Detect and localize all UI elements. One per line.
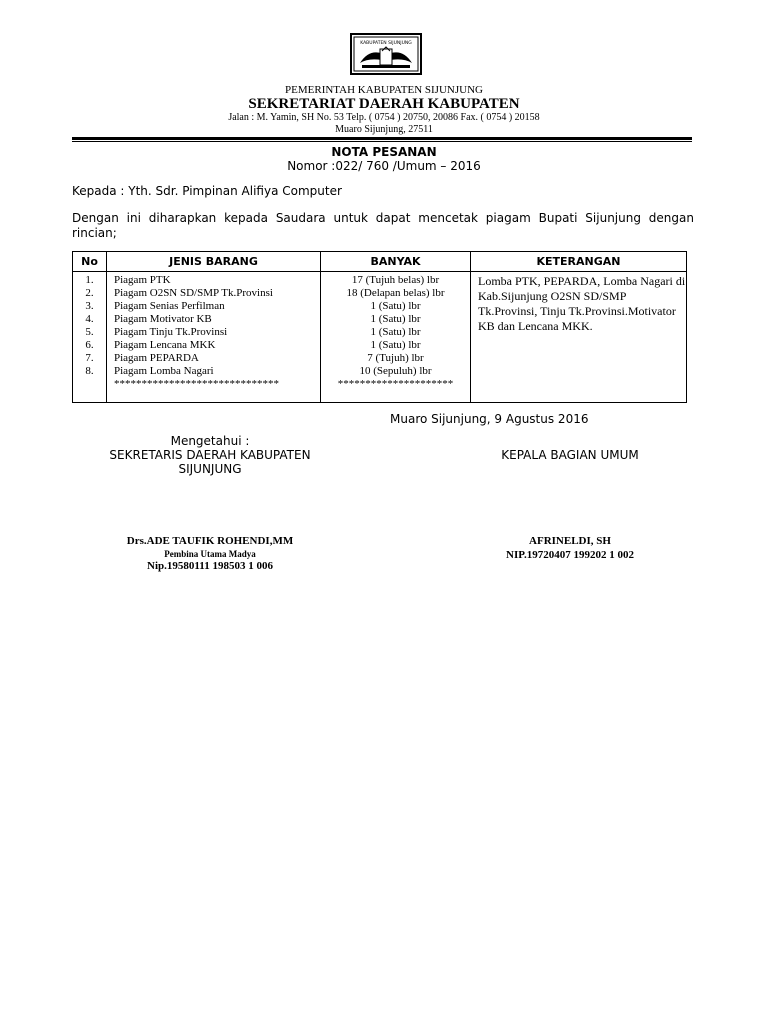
item-closing-stars: ******************************: [114, 378, 279, 390]
row-qty: 7 (Tujuh) lbr: [367, 352, 424, 364]
item-column: [107, 272, 321, 403]
row-item: Piagam Senias Perfilman: [114, 300, 225, 312]
table-header-row: [73, 252, 687, 272]
left-signature-line2: SEKRETARIS DAERAH KABUPATEN: [109, 448, 311, 462]
note-text: Lomba PTK, PEPARDA, Lomba Nagari di Kab.Sijunjung O2SN SD/SMP Tk.Provinsi, Tinju Tk.Provinsi.Motivator KB dan Lencana MKK.: [478, 274, 686, 333]
letterhead-divider-thick: [72, 137, 692, 140]
right-signatory-name: AFRINELDI, SH: [529, 535, 611, 547]
row-no: 5.: [85, 326, 94, 338]
left-signatory-rank: Pembina Utama Madya: [164, 549, 256, 559]
intro-paragraph: Dengan ini diharapkan kepada Saudara untuk dapat mencetak piagam Bupati Sijunjung dengan rincian;: [72, 211, 694, 240]
row-no: 4.: [85, 313, 94, 325]
row-no: 3.: [85, 300, 94, 312]
row-no: 2.: [85, 287, 94, 299]
header-note: KETERANGAN: [471, 252, 687, 272]
row-item: Piagam Motivator KB: [114, 313, 212, 325]
row-qty: 1 (Satu) lbr: [370, 313, 421, 325]
document-title: NOTA PESANAN: [331, 145, 437, 159]
left-signature-line1: Mengetahui :: [170, 434, 250, 448]
row-qty: 1 (Satu) lbr: [370, 326, 421, 338]
row-item: Piagam O2SN SD/SMP Tk.Provinsi: [114, 287, 273, 299]
header-no: No: [73, 252, 107, 272]
left-signature-line3: SIJUNJUNG: [178, 462, 242, 476]
row-item: Piagam Tinju Tk.Provinsi: [114, 326, 228, 338]
left-signatory-nip: Nip.19580111 198503 1 006: [147, 560, 273, 572]
regency-emblem-logo: [350, 33, 422, 75]
row-qty: 17 (Tujuh belas) lbr: [351, 274, 440, 286]
letterhead-government: PEMERINTAH KABUPATEN SIJUNJUNG: [285, 84, 483, 96]
row-item: Piagam Lomba Nagari: [114, 365, 214, 377]
right-signature-title: KEPALA BAGIAN UMUM: [501, 448, 639, 462]
qty-column: [321, 272, 471, 403]
left-signature-label: [72, 434, 348, 476]
order-table: [72, 251, 687, 403]
header-qty: BANYAK: [321, 252, 471, 272]
row-qty: 10 (Sepuluh) lbr: [359, 365, 432, 377]
row-item: Piagam PEPARDA: [114, 352, 199, 364]
no-column: [73, 272, 107, 403]
logo-text: KABUPATEN SIJUNJUNG: [360, 41, 412, 46]
letterhead-office-title: SEKRETARIAT DAERAH KABUPATEN: [248, 96, 520, 112]
left-signatory-name: Drs.ADE TAUFIK ROHENDI,MM: [126, 535, 294, 547]
table-row: [73, 272, 687, 403]
row-no: 7.: [85, 352, 94, 364]
recipient-line: Kepada : Yth. Sdr. Pimpinan Alifiya Computer: [72, 184, 342, 198]
letterhead-city: Muaro Sijunjung, 27511: [335, 124, 433, 135]
row-no: 1.: [85, 274, 94, 286]
note-column: [471, 272, 687, 403]
row-item: Piagam PTK: [114, 274, 171, 286]
row-item: Piagam Lencana MKK: [114, 339, 216, 351]
letterhead-divider-thin: [72, 141, 692, 142]
row-no: 6.: [85, 339, 94, 351]
row-qty: 18 (Delapan belas) lbr: [346, 287, 445, 299]
qty-closing-stars: *********************: [337, 378, 454, 390]
letterhead-address: Jalan : M. Yamin, SH No. 53 Telp. ( 0754 ) 20750, 20086 Fax. ( 0754 ) 20158: [228, 112, 540, 123]
document-number: Nomor :022/ 760 /Umum – 2016: [287, 159, 481, 173]
row-qty: 1 (Satu) lbr: [370, 300, 421, 312]
row-no: 8.: [85, 365, 94, 377]
row-qty: 1 (Satu) lbr: [370, 339, 421, 351]
header-item: JENIS BARANG: [107, 252, 321, 272]
place-date: Muaro Sijunjung, 9 Agustus 2016: [390, 412, 589, 426]
right-signatory-nip: NIP.19720407 199202 1 002: [506, 549, 634, 561]
